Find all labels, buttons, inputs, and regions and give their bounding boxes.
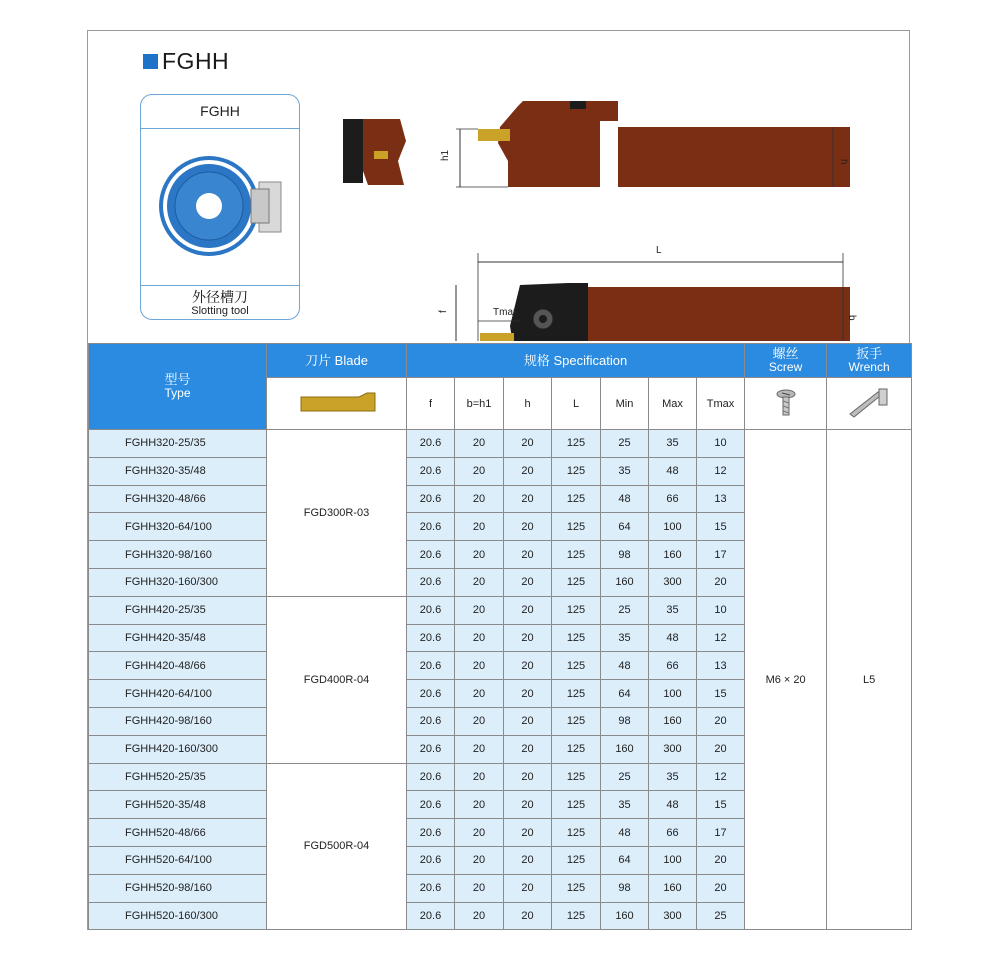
- spec-cell-max: 66: [649, 819, 697, 847]
- spec-cell-b: 20: [455, 568, 504, 596]
- spec-cell-f: 20.6: [407, 652, 455, 680]
- spec-cell-tmax: 13: [697, 485, 745, 513]
- dim-h-label: h: [838, 159, 849, 165]
- tool-top-view: [438, 245, 857, 341]
- spec-cell-max: 35: [649, 430, 697, 458]
- spec-cell-b: 20: [455, 513, 504, 541]
- spec-table: [88, 343, 912, 930]
- col-head-spec: 规格 Specification: [407, 344, 745, 378]
- spec-cell-min: 160: [601, 902, 649, 930]
- spec-cell-b: 20: [455, 596, 504, 624]
- spec-cell-min: 35: [601, 624, 649, 652]
- spec-cell-min: 160: [601, 735, 649, 763]
- spec-cell-f: 20.6: [407, 874, 455, 902]
- spec-cell-h: 20: [504, 430, 552, 458]
- spec-cell-max: 300: [649, 568, 697, 596]
- blade-cell: FGD400R-04: [267, 596, 407, 763]
- spec-cell-max: 35: [649, 763, 697, 791]
- spec-cell-max: 100: [649, 846, 697, 874]
- spec-cell-tmax: 12: [697, 457, 745, 485]
- spec-cell-f: 20.6: [407, 568, 455, 596]
- blade-insert-icon: [297, 391, 377, 413]
- wrench-cell: L5: [827, 430, 912, 930]
- spec-cell-h: 20: [504, 902, 552, 930]
- dim-f-label: f: [438, 310, 449, 313]
- spec-cell-min: 48: [601, 652, 649, 680]
- spec-cell-h: 20: [504, 707, 552, 735]
- type-cell: FGHH520-48/66: [89, 819, 267, 847]
- spec-cell-L: 125: [552, 624, 601, 652]
- type-cell: FGHH420-48/66: [89, 652, 267, 680]
- spec-cell-L: 125: [552, 680, 601, 708]
- spec-cell-L: 125: [552, 652, 601, 680]
- spec-cell-tmax: 20: [697, 846, 745, 874]
- spec-cell-max: 100: [649, 680, 697, 708]
- spec-cell-b: 20: [455, 791, 504, 819]
- type-cell: FGHH520-160/300: [89, 902, 267, 930]
- spec-cell-min: 35: [601, 457, 649, 485]
- spec-cell-b: 20: [455, 902, 504, 930]
- dim-Tmax-label: Tmax: [493, 307, 518, 318]
- spec-cell-max: 160: [649, 874, 697, 902]
- type-cell: FGHH520-98/160: [89, 874, 267, 902]
- spec-cell-L: 125: [552, 763, 601, 791]
- tool-side-view: [440, 101, 850, 187]
- screw-icon: [771, 387, 801, 417]
- blade-cell: FGD300R-03: [267, 430, 407, 597]
- spec-cell-max: 160: [649, 541, 697, 569]
- spec-cell-h: 20: [504, 652, 552, 680]
- spec-cell-h: 20: [504, 680, 552, 708]
- dim-h1-label: h1: [440, 149, 451, 161]
- spec-cell-L: 125: [552, 541, 601, 569]
- spec-cell-max: 300: [649, 735, 697, 763]
- wrench-image-cell: [827, 378, 912, 430]
- spec-cell-b: 20: [455, 624, 504, 652]
- spec-cell-tmax: 20: [697, 568, 745, 596]
- col-head-blade: 刀片 Blade: [267, 344, 407, 378]
- spec-cell-min: 98: [601, 707, 649, 735]
- spec-cell-h: 20: [504, 735, 552, 763]
- spec-cell-tmax: 20: [697, 735, 745, 763]
- type-cell: FGHH320-64/100: [89, 513, 267, 541]
- spec-cell-min: 48: [601, 819, 649, 847]
- spec-cell-h: 20: [504, 541, 552, 569]
- spec-cell-L: 125: [552, 791, 601, 819]
- spec-cell-h: 20: [504, 485, 552, 513]
- spec-cell-b: 20: [455, 763, 504, 791]
- col-head-screw: 螺丝 Screw: [745, 344, 827, 378]
- spec-cell-L: 125: [552, 819, 601, 847]
- spec-cell-min: 35: [601, 791, 649, 819]
- tool-drawings: [338, 101, 858, 341]
- dim-L-label: L: [656, 245, 662, 256]
- spec-cell-min: 25: [601, 763, 649, 791]
- spec-cell-L: 125: [552, 513, 601, 541]
- spec-cell-max: 300: [649, 902, 697, 930]
- title-square-icon: [143, 54, 158, 69]
- spec-col-tmax: Tmax: [697, 378, 745, 430]
- spec-cell-f: 20.6: [407, 457, 455, 485]
- type-cell: FGHH320-160/300: [89, 568, 267, 596]
- spec-cell-f: 20.6: [407, 624, 455, 652]
- spec-cell-max: 160: [649, 707, 697, 735]
- spec-cell-b: 20: [455, 707, 504, 735]
- tool-type-card: [140, 94, 300, 320]
- title-text: FGHH: [162, 48, 230, 74]
- spec-cell-f: 20.6: [407, 485, 455, 513]
- type-cell: FGHH320-48/66: [89, 485, 267, 513]
- spec-cell-b: 20: [455, 874, 504, 902]
- spec-cell-h: 20: [504, 624, 552, 652]
- spec-cell-min: 64: [601, 846, 649, 874]
- dim-b-label: b: [846, 315, 857, 321]
- spec-cell-b: 20: [455, 652, 504, 680]
- type-cell: FGHH420-35/48: [89, 624, 267, 652]
- spec-cell-b: 20: [455, 541, 504, 569]
- spec-cell-h: 20: [504, 874, 552, 902]
- spec-cell-h: 20: [504, 819, 552, 847]
- spec-cell-h: 20: [504, 568, 552, 596]
- type-cell: FGHH520-35/48: [89, 791, 267, 819]
- slotting-diagram-icon: [141, 129, 299, 279]
- spec-cell-tmax: 17: [697, 541, 745, 569]
- spec-cell-b: 20: [455, 680, 504, 708]
- spec-cell-f: 20.6: [407, 513, 455, 541]
- spec-cell-f: 20.6: [407, 791, 455, 819]
- spec-cell-min: 98: [601, 541, 649, 569]
- type-cell: FGHH320-35/48: [89, 457, 267, 485]
- blade-image-cell: [267, 378, 407, 430]
- type-cell: FGHH420-25/35: [89, 596, 267, 624]
- catalog-sheet: [87, 30, 910, 930]
- spec-cell-b: 20: [455, 457, 504, 485]
- screw-cell: M6 × 20: [745, 430, 827, 930]
- type-cell: FGHH420-64/100: [89, 680, 267, 708]
- spec-cell-b: 20: [455, 735, 504, 763]
- spec-cell-L: 125: [552, 846, 601, 874]
- spec-cell-f: 20.6: [407, 430, 455, 458]
- spec-cell-L: 125: [552, 596, 601, 624]
- spec-cell-min: 160: [601, 568, 649, 596]
- spec-col-max: Max: [649, 378, 697, 430]
- spec-cell-L: 125: [552, 430, 601, 458]
- spec-col-L: L: [552, 378, 601, 430]
- spec-cell-L: 125: [552, 568, 601, 596]
- spec-cell-max: 66: [649, 485, 697, 513]
- type-cell: FGHH320-25/35: [89, 430, 267, 458]
- spec-cell-tmax: 20: [697, 874, 745, 902]
- spec-cell-f: 20.6: [407, 846, 455, 874]
- spec-cell-max: 48: [649, 624, 697, 652]
- spec-cell-tmax: 15: [697, 513, 745, 541]
- spec-cell-tmax: 12: [697, 763, 745, 791]
- spec-cell-min: 25: [601, 430, 649, 458]
- type-cell: FGHH420-98/160: [89, 707, 267, 735]
- spec-cell-min: 98: [601, 874, 649, 902]
- spec-cell-tmax: 10: [697, 430, 745, 458]
- spec-cell-tmax: 15: [697, 680, 745, 708]
- spec-cell-L: 125: [552, 874, 601, 902]
- spec-cell-max: 35: [649, 596, 697, 624]
- spec-cell-h: 20: [504, 846, 552, 874]
- spec-cell-L: 125: [552, 902, 601, 930]
- spec-cell-b: 20: [455, 485, 504, 513]
- spec-col-h: h: [504, 378, 552, 430]
- spec-cell-f: 20.6: [407, 902, 455, 930]
- spec-cell-tmax: 12: [697, 624, 745, 652]
- spec-cell-b: 20: [455, 430, 504, 458]
- tool-end-view: [343, 119, 406, 185]
- spec-cell-min: 64: [601, 513, 649, 541]
- col-head-type: 型号 Type: [89, 344, 267, 430]
- spec-cell-tmax: 10: [697, 596, 745, 624]
- type-cell: FGHH520-25/35: [89, 763, 267, 791]
- spec-cell-tmax: 15: [697, 791, 745, 819]
- spec-cell-h: 20: [504, 457, 552, 485]
- spec-cell-h: 20: [504, 513, 552, 541]
- spec-cell-f: 20.6: [407, 819, 455, 847]
- spec-cell-L: 125: [552, 707, 601, 735]
- card-label-en: Slotting tool: [191, 305, 249, 317]
- spec-cell-max: 66: [649, 652, 697, 680]
- spec-cell-max: 48: [649, 791, 697, 819]
- spec-col-min: Min: [601, 378, 649, 430]
- spec-cell-tmax: 20: [697, 707, 745, 735]
- spec-cell-b: 20: [455, 846, 504, 874]
- spec-col-bh1: b=h1: [455, 378, 504, 430]
- type-cell: FGHH420-160/300: [89, 735, 267, 763]
- spec-cell-h: 20: [504, 791, 552, 819]
- spec-cell-L: 125: [552, 457, 601, 485]
- spec-cell-h: 20: [504, 763, 552, 791]
- spec-cell-tmax: 25: [697, 902, 745, 930]
- spec-cell-f: 20.6: [407, 735, 455, 763]
- spec-cell-min: 25: [601, 596, 649, 624]
- spec-cell-f: 20.6: [407, 596, 455, 624]
- spec-cell-min: 48: [601, 485, 649, 513]
- screw-image-cell: [745, 378, 827, 430]
- spec-cell-L: 125: [552, 485, 601, 513]
- card-footer: [141, 285, 299, 320]
- type-cell: FGHH320-98/160: [89, 541, 267, 569]
- spec-cell-b: 20: [455, 819, 504, 847]
- spec-cell-h: 20: [504, 596, 552, 624]
- spec-col-f: f: [407, 378, 455, 430]
- spec-cell-f: 20.6: [407, 763, 455, 791]
- card-title: FGHH: [141, 95, 299, 129]
- table-row: [89, 430, 912, 458]
- spec-cell-L: 125: [552, 735, 601, 763]
- spec-table-body: [89, 430, 912, 930]
- spec-cell-f: 20.6: [407, 707, 455, 735]
- spec-cell-tmax: 13: [697, 652, 745, 680]
- card-label-cn: 外径槽刀: [192, 289, 248, 305]
- spec-cell-tmax: 17: [697, 819, 745, 847]
- spec-cell-max: 48: [649, 457, 697, 485]
- spec-cell-max: 100: [649, 513, 697, 541]
- spec-cell-min: 64: [601, 680, 649, 708]
- type-cell: FGHH520-64/100: [89, 846, 267, 874]
- hex-wrench-icon: [846, 386, 892, 418]
- spec-cell-f: 20.6: [407, 680, 455, 708]
- col-head-wrench: 扳手 Wrench: [827, 344, 912, 378]
- spec-cell-f: 20.6: [407, 541, 455, 569]
- blade-cell: FGD500R-04: [267, 763, 407, 930]
